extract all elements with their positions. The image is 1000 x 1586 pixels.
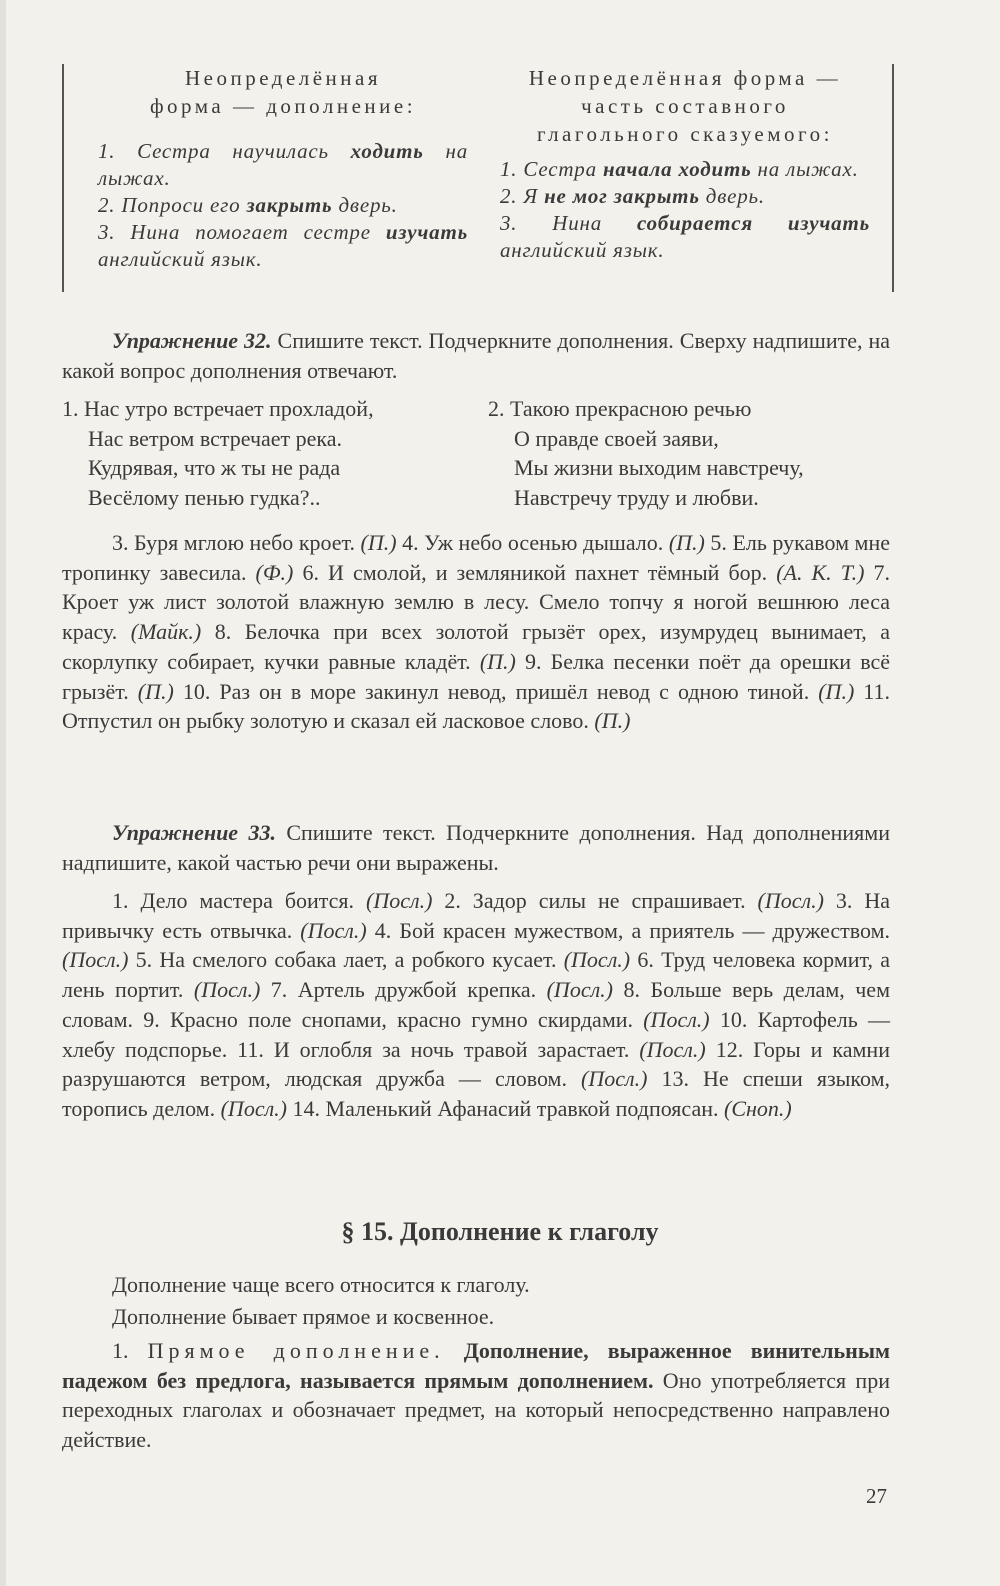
poem-line: Нас ветром встречает река. (88, 425, 343, 451)
source-ref: (Посл.) (546, 977, 614, 1003)
right-example-2: 2. Я не мог закрыть дверь. (500, 184, 765, 208)
source-ref: (Посл.) (366, 888, 433, 913)
source-ref: (П.) (818, 678, 855, 704)
section-paragraph-2: Дополнение бывает прямое и косвенное. (112, 1304, 495, 1329)
right-examples (500, 156, 870, 264)
source-ref: (Посл.) (563, 947, 631, 973)
source-ref: (Посл.) (220, 1095, 288, 1121)
source-ref: (П.) (668, 530, 705, 555)
source-ref: (Посл.) (757, 888, 824, 913)
source-ref: (Посл.) (193, 977, 261, 1003)
source-ref: (П.) (479, 648, 516, 674)
emphasis: собирается изучать (636, 211, 870, 235)
left-example-2: 2. Попроси его закрыть дверь. (98, 193, 398, 217)
section-heading: § 15. Дополнение к глаголу (341, 1217, 659, 1246)
emphasis: ходить (350, 139, 424, 163)
exercise-32-title: Упражнение 32. (112, 328, 272, 353)
poem-line: 2. Такою прекрасною речью (488, 396, 752, 421)
section-paragraph-1: Дополнение чаще всего относится к глаголу. (112, 1272, 530, 1297)
source-ref: (П.) (137, 678, 174, 704)
source-ref: (Посл.) (643, 1006, 710, 1032)
left-example-3: 3. Нина помогает сестре изучать английский язык. (98, 220, 468, 271)
comparison-table (62, 64, 894, 292)
left-examples (98, 138, 468, 273)
source-ref: (Сноп.) (724, 1095, 792, 1121)
source-ref: (П.) (360, 530, 397, 555)
poem-line: Кудрявая, что ж ты не рада (88, 455, 341, 481)
poem-2 (488, 394, 804, 512)
left-column-heading (98, 64, 468, 120)
source-ref: (Майк.) (130, 619, 202, 645)
page-edge-shadow (0, 0, 6, 1586)
comparison-left-column (98, 64, 468, 273)
exercise-33-task: Упражнение 33. Спишите текст. Подчеркните дополнения. Над дополнениями надпишите, какой частью речи они выражены. (62, 820, 890, 875)
right-heading-line: глагольного сказуемого: (537, 122, 833, 146)
source-ref: (Посл.) (639, 1036, 706, 1062)
exercise-33-text: 1. Дело мастера боится. (Посл.) 2. Задор силы не спрашивает. (Посл.) 3. На привычку есть отвычка. (Посл.) 4. Бой красен мужеством, а приятель — дружеством. (Посл.) 5. На смелого собака лает, а робкого кусает. (Посл.) 6. Труд человека кормит, а лень портит. (Посл.) 7. Артель дружбой крепка. (Посл.) 8. Больше верь делам, чем словам. 9. Красно поле снопами, красно гумно скирдами. (Посл.) 10. Картофель — хлебу подспорье. 11. И оглобля за ночь травой зарастает. (Посл.) 12. Горы и камни разрушаются ветром, людская дружба — словом. (Посл.) 13. Не спеши языком, торопись делом. (Посл.) 14. Маленький Афанасий травкой подпоясан. (Сноп.) (62, 888, 890, 1121)
left-example-1: 1. Сестра научилась ходить на лыжах. (98, 139, 468, 190)
right-heading-line: Неопределённая форма — (528, 66, 842, 90)
source-ref: (А. К. Т.) (776, 559, 865, 585)
poem-line: О правде своей заяви, (514, 425, 719, 451)
left-heading-line: Неопределённая (184, 66, 382, 90)
poem-line: Весёлому пенью гудка?.. (88, 484, 321, 510)
source-ref: (Ф.) (255, 559, 294, 585)
exercise-33-title: Упражнение 33. (112, 820, 276, 845)
emphasis: изучать (385, 220, 468, 244)
exercise-32-text: 3. Буря мглою небо кроет. (П.) 4. Уж небо осенью дышало. (П.) 5. Ель рукавом мне тропинку завесила. (Ф.) 6. И смолой, и земляникой пахнет тёмный бор. (А. К. Т.) 7. Кроет уж лист золотой влажную землю в лесу. Смело топчу я ногой вешнюю леса красу. (Майк.) 8. Белочка при всех золотой грызёт орех, изумрудец вынимает, а скорлупку собирает, кучки равные кладёт. (П.) 9. Белка песенки поёт да орешки всё грызёт. (П.) 10. Раз он в море закинул невод, пришёл невод с одною тиной. (П.) 11. Отпустил он рыбку золотую и сказал ей ласковое слово. (П.) (62, 530, 891, 734)
source-ref: (Посл.) (581, 1066, 648, 1092)
section-paragraph-3: 1. Прямое дополнение. Дополнение, выраженное винительным падежом без предлога, называется прямым дополнением. Оно употребляется при переходных глаголах и обозначает предмет, на который непосредственно направлено действие. (62, 1338, 890, 1453)
comparison-right-column (500, 64, 870, 264)
left-heading-line: форма — дополнение: (149, 94, 417, 118)
exercise-32-task: Упражнение 32. Спишите текст. Подчеркните дополнения. Сверху надпишите, на какой вопрос дополнения отвечают. (62, 328, 891, 383)
source-ref: (Посл.) (300, 917, 367, 943)
source-ref: (Посл.) (62, 947, 129, 973)
poem-line: Навстречу труду и любви. (514, 484, 759, 510)
poem-line: 1. Нас утро встречает прохладой, (62, 396, 374, 421)
emphasis: начала ходить (602, 157, 752, 181)
poem-1 (62, 394, 374, 512)
poem-line: Мы жизни выходим навстречу, (514, 455, 804, 481)
source-ref: (П.) (594, 708, 631, 734)
page-number: 27 (866, 1484, 887, 1508)
right-column-heading (500, 64, 870, 148)
definition: Дополнение, выраженное винительным падежом без предлога, называется прямым дополнением. (62, 1338, 890, 1393)
emphasis: закрыть (246, 193, 333, 217)
right-example-3: 3. Нина собирается изучать английский язык. (500, 211, 870, 262)
spaced-term: Прямое дополнение. (147, 1338, 445, 1363)
right-example-1: 1. Сестра начала ходить на лыжах. (500, 157, 859, 181)
emphasis: не мог закрыть (544, 184, 700, 208)
right-heading-line: часть составного (581, 94, 789, 118)
